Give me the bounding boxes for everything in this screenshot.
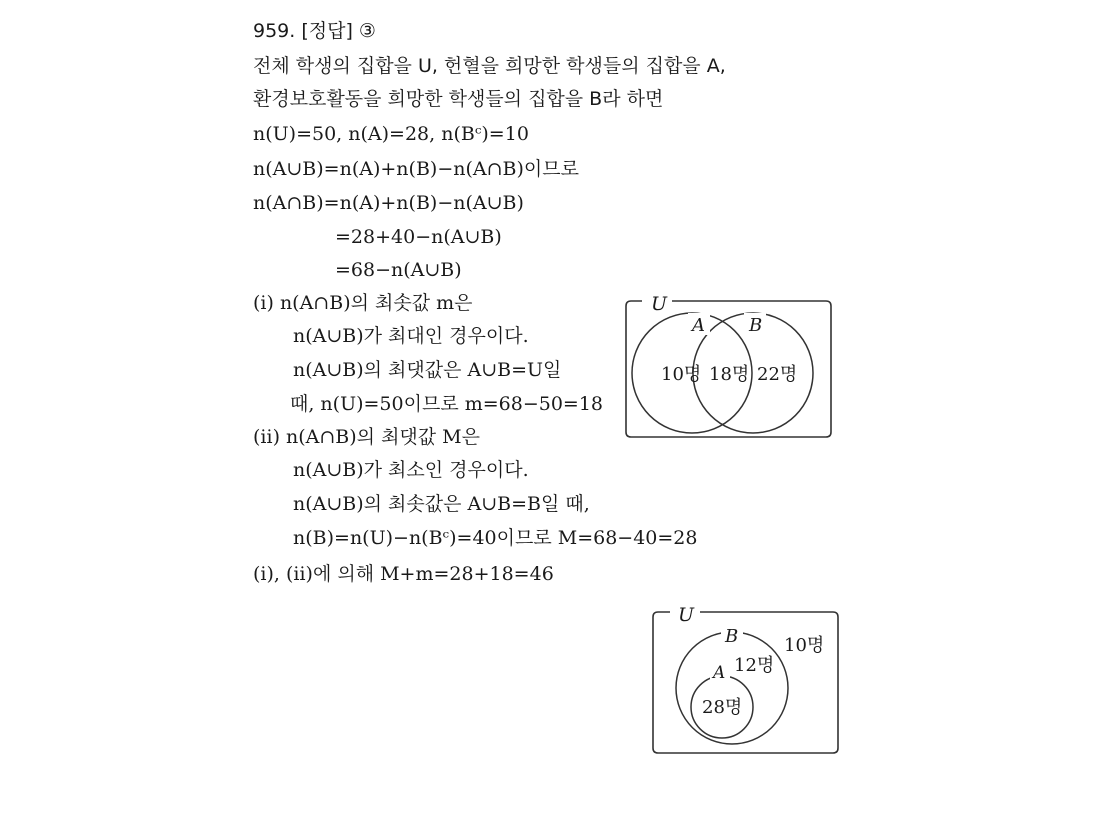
set-b-circle — [676, 632, 788, 744]
case-2-line-1: n(A∪B)가 최소인 경우이다. — [293, 459, 529, 481]
page-title: 959. [정답] ③ — [253, 20, 376, 42]
region-outside: 10명 — [784, 635, 825, 656]
set-b-label: B — [749, 315, 763, 336]
math-line-6: =28+40−n(A∪B) — [335, 226, 502, 248]
math-line-5: n(A∩B)=n(A)+n(B)−n(A∪B) — [253, 192, 524, 214]
math-line-4: n(A∪B)=n(A)+n(B)−n(A∩B)이므로 — [253, 158, 579, 180]
case-2-line-3: n(B)=n(U)−n(Bᶜ)=40이므로 M=68−40=28 — [293, 527, 698, 549]
universe-label: U — [678, 604, 695, 626]
set-a-label: A — [713, 663, 726, 683]
case-1-line-3: 때, n(U)=50이므로 m=68−50=18 — [290, 393, 604, 415]
region-both: 18명 — [709, 364, 750, 385]
case-2-line-2: n(A∪B)의 최솟값은 A∪B=B일 때, — [293, 493, 590, 515]
text-line-2: 환경보호활동을 희망한 학생들의 집합을 B라 하면 — [253, 88, 664, 110]
region-a: 28명 — [702, 697, 743, 718]
set-b-label: B — [725, 626, 739, 647]
region-only-b: 22명 — [757, 364, 798, 385]
math-line-3: n(U)=50, n(A)=28, n(Bᶜ)=10 — [253, 123, 529, 145]
conclusion-line: (ⅰ), (ⅱ)에 의해 M+m=28+18=46 — [253, 563, 554, 585]
venn-diagram-subset — [648, 600, 843, 760]
set-a-label: A — [692, 315, 705, 336]
math-line-7: =68−n(A∪B) — [335, 259, 462, 281]
case-2-heading: (ⅱ) n(A∩B)의 최댓값 M은 — [253, 426, 480, 448]
case-1-line-2: n(A∪B)의 최댓값은 A∪B=U일 — [293, 359, 562, 381]
region-only-a: 10명 — [661, 364, 702, 385]
universe-label: U — [651, 293, 668, 315]
text-line-1: 전체 학생의 집합을 U, 헌혈을 희망한 학생들의 집합을 A, — [253, 55, 726, 77]
region-b-only: 12명 — [734, 655, 775, 676]
case-1-line-1: n(A∪B)가 최대인 경우이다. — [293, 325, 529, 347]
case-1-heading: (ⅰ) n(A∩B)의 최솟값 m은 — [253, 292, 473, 314]
venn-diagram-intersecting — [620, 288, 838, 443]
